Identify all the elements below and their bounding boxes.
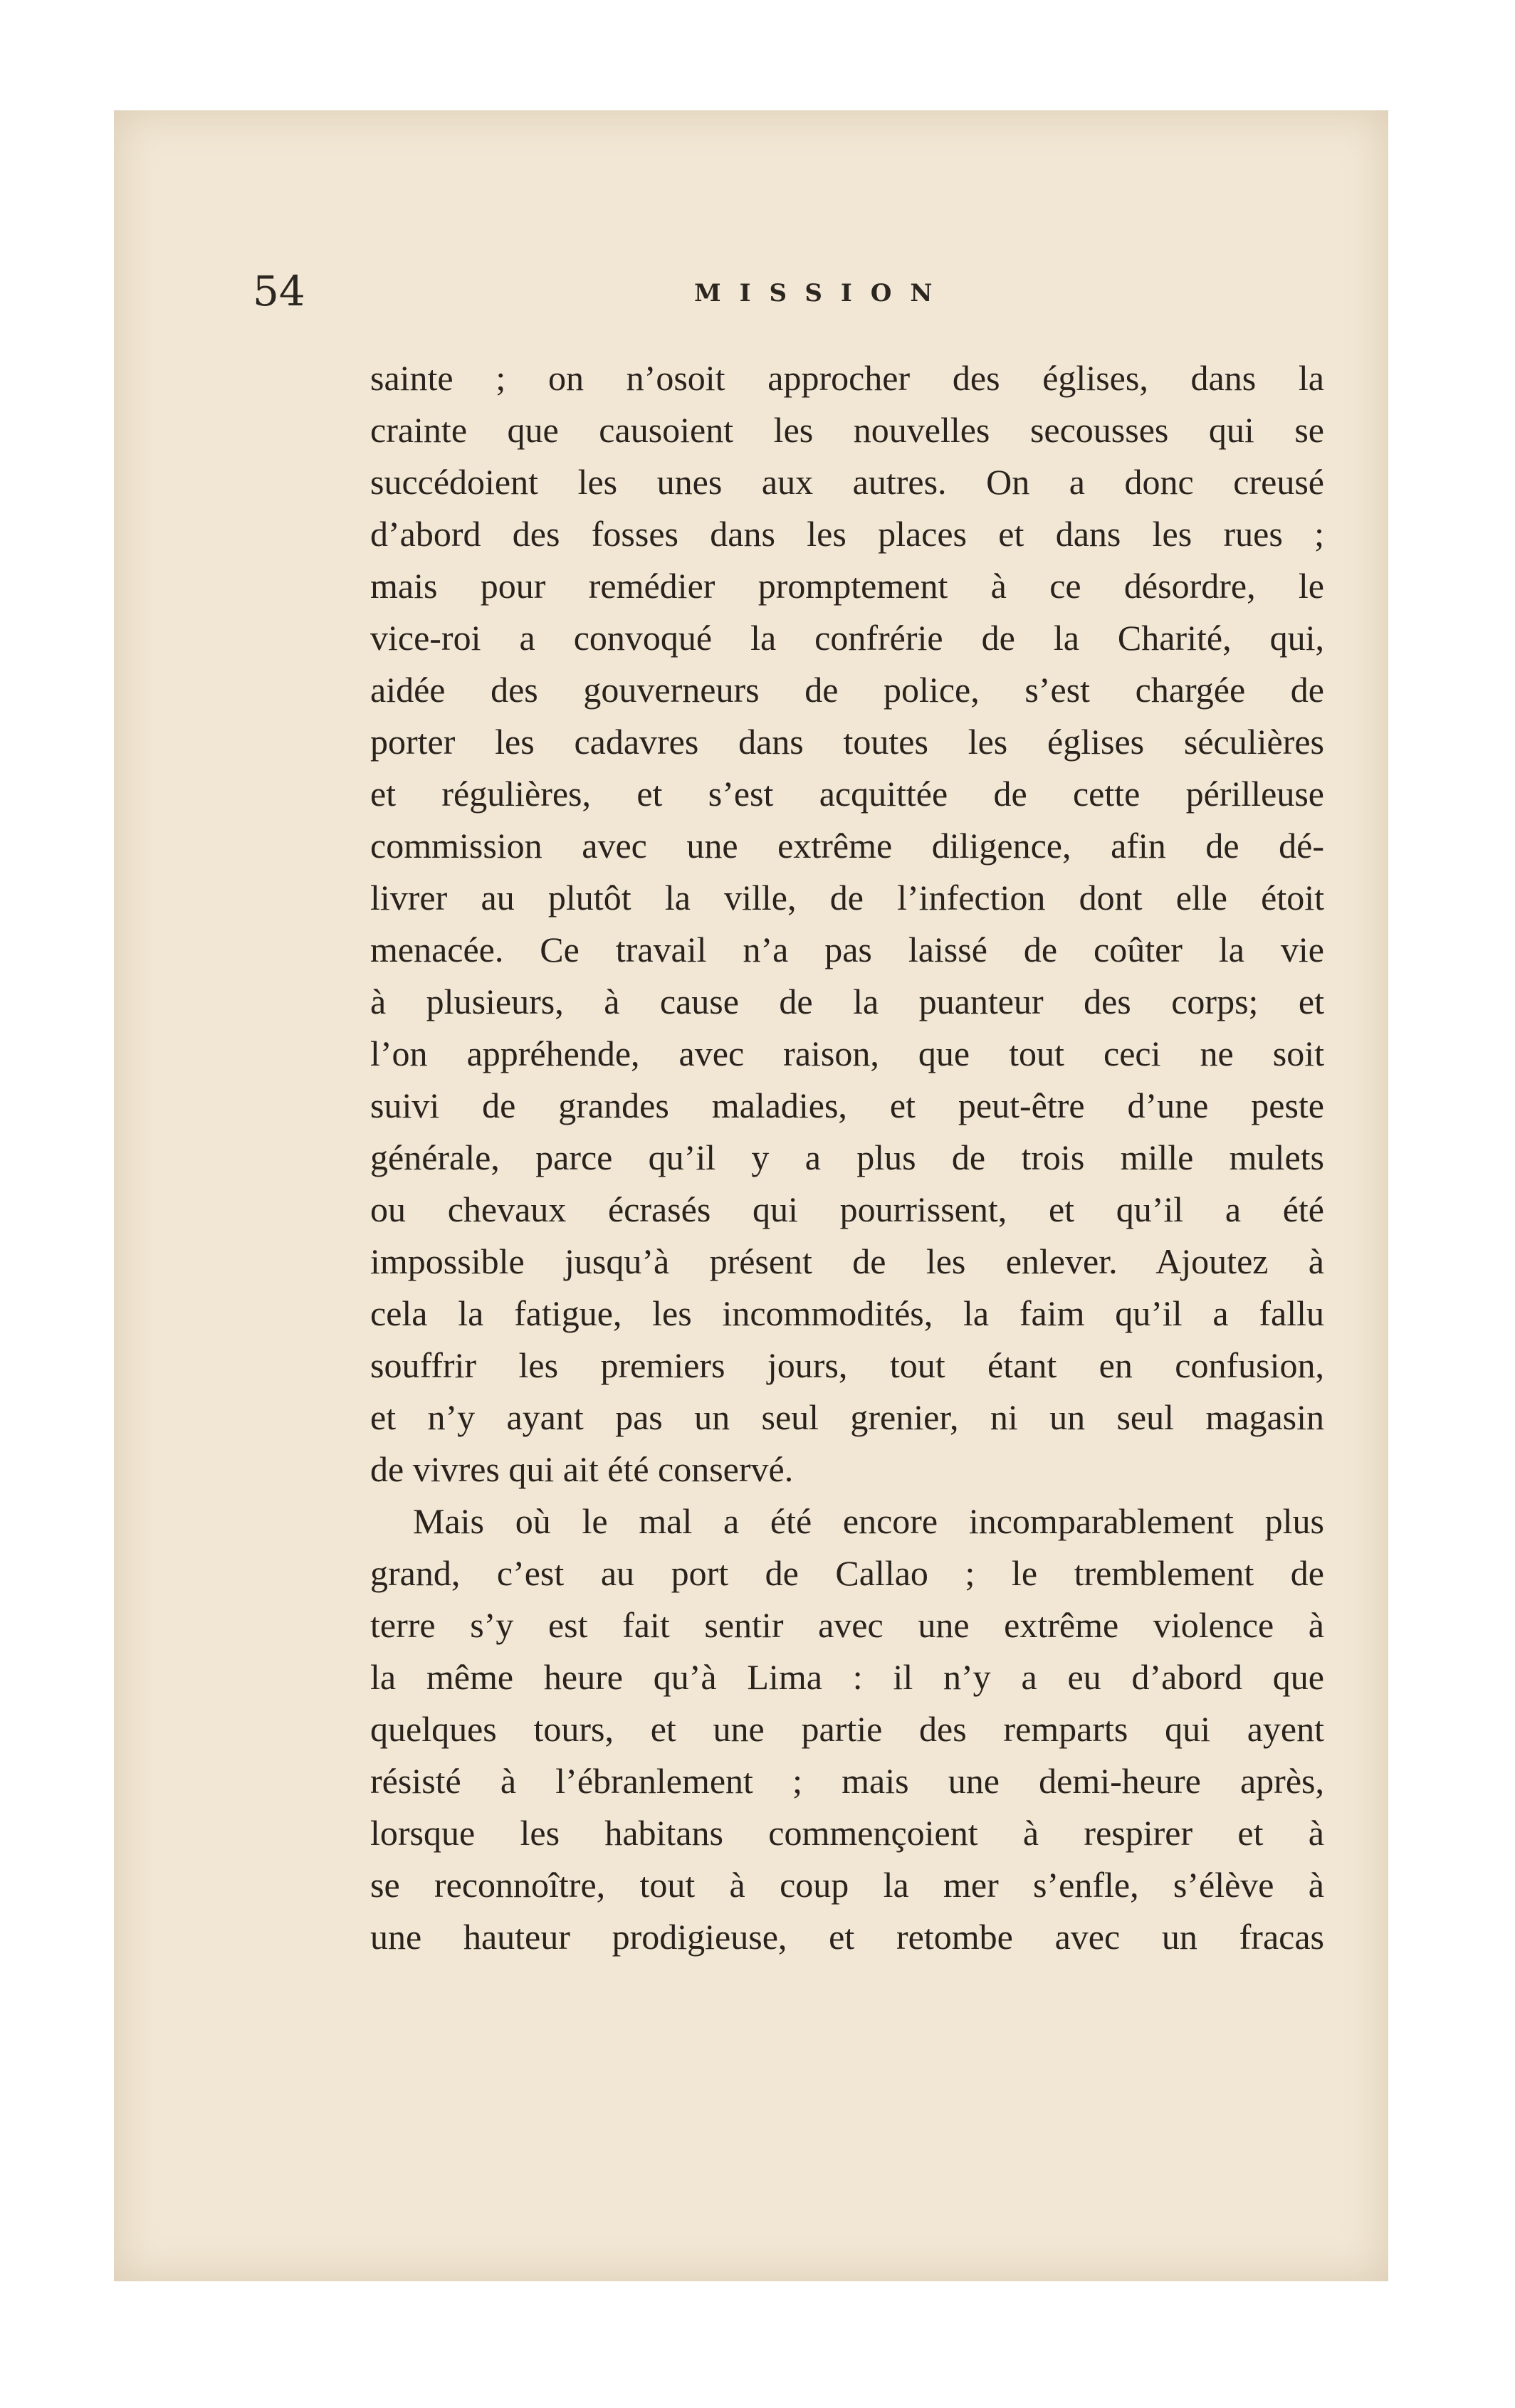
paragraph-end-line: de vivres qui ait été conservé. (370, 1449, 794, 1489)
text-line: et n’y ayant pas un seul grenier, ni un seul magasin (370, 1397, 1324, 1437)
text-line: menacée. Ce travail n’a pas laissé de coûter la vie (370, 930, 1324, 969)
text-line: terre s’y est fait sentir avec une extrême violence à (370, 1605, 1324, 1645)
text-line: à plusieurs, à cause de la puanteur des corps; et (370, 982, 1324, 1021)
text-line: sainte ; on n’osoit approcher des églises, dans la (370, 358, 1324, 398)
text-line: lorsque les habitans commençoient à respirer et à (370, 1813, 1324, 1853)
text-line: commission avec une extrême diligence, afin de dé- (370, 826, 1324, 866)
text-line: générale, parce qu’il y a plus de trois mille mulets (370, 1137, 1324, 1177)
text-line: suivi de grandes maladies, et peut-être d’une peste (370, 1085, 1324, 1125)
body-text (370, 352, 1324, 1963)
page-header (253, 167, 1321, 315)
text-line: impossible jusqu’à présent de les enlever. Ajoutez à (370, 1241, 1324, 1281)
text-line: succédoient les unes aux autres. On a donc creusé (370, 462, 1324, 502)
text-line: une hauteur prodigieuse, et retombe avec un fracas (370, 1917, 1324, 1957)
paragraph-start-line: Mais où le mal a été encore incomparablement plus (413, 1501, 1324, 1541)
text-line: cela la fatigue, les incommodités, la faim qu’il a fallu (370, 1293, 1324, 1333)
text-line: ou chevaux écrasés qui pourrissent, et qu’il a été (370, 1189, 1324, 1229)
text-line: souffrir les premiers jours, tout étant en confusion, (370, 1345, 1324, 1385)
text-line: quelques tours, et une partie des remparts qui ayent (370, 1709, 1324, 1749)
text-line: aidée des gouverneurs de police, s’est chargée de (370, 670, 1324, 710)
running-title: MISSION (694, 279, 951, 307)
text-line: livrer au plutôt la ville, de l’infection dont elle étoit (370, 878, 1324, 918)
text-line: porter les cadavres dans toutes les églises séculières (370, 722, 1324, 762)
text-line: mais pour remédier promptement à ce désordre, le (370, 566, 1324, 606)
text-line: grand, c’est au port de Callao ; le tremblement de (370, 1553, 1324, 1593)
text-line: se reconnoître, tout à coup la mer s’enfle, s’élève à (370, 1865, 1324, 1905)
text-line: et régulières, et s’est acquittée de cette périlleuse (370, 774, 1324, 814)
text-line: crainte que causoient les nouvelles secousses qui se (370, 410, 1324, 450)
text-line: vice-roi a convoqué la confrérie de la Charité, qui, (370, 618, 1324, 658)
text-line: d’abord des fosses dans les places et dans les rues ; (370, 514, 1324, 554)
page-number: 54 (253, 267, 305, 315)
text-line: résisté à l’ébranlement ; mais une demi-heure après, (370, 1761, 1324, 1801)
text-line: l’on appréhende, avec raison, que tout ceci ne soit (370, 1034, 1324, 1073)
text-line: la même heure qu’à Lima : il n’y a eu d’abord que (370, 1657, 1324, 1697)
